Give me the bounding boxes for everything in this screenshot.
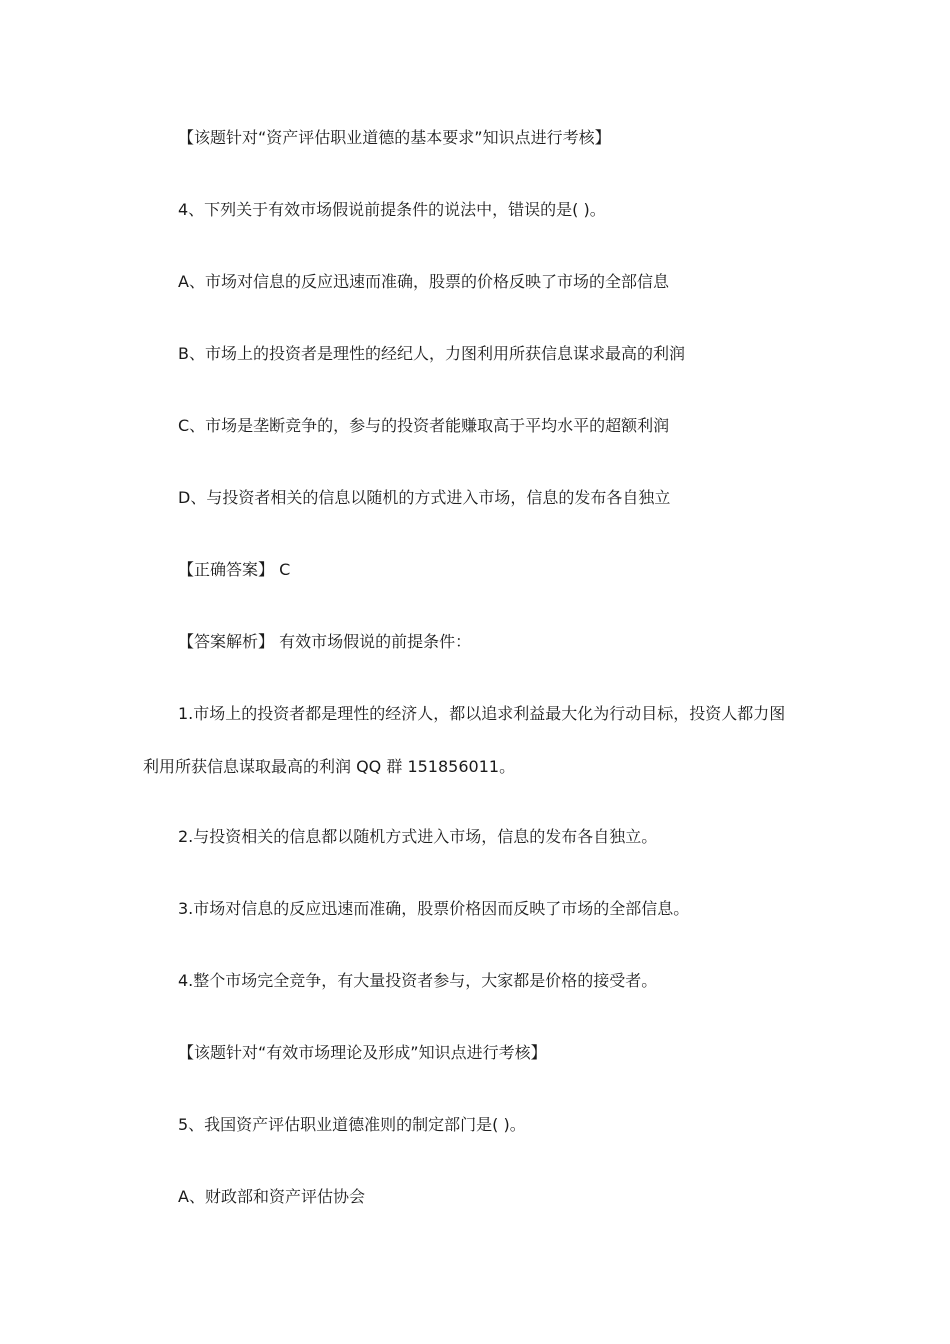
question-5-option-a: A、财政部和资产评估协会 (178, 1187, 365, 1206)
question-4-option-a: A、市场对信息的反应迅速而准确，股票的价格反映了市场的全部信息 (178, 272, 669, 291)
question-4-answer: 【正确答案】 C (178, 560, 291, 579)
topic-note: 【该题针对“资产评估职业道德的基本要求”知识点进行考核】 (178, 128, 611, 147)
question-4-option-b: B、市场上的投资者是理性的经纪人，力图利用所获信息谋求最高的利润 (178, 344, 685, 363)
analysis-point-1-continued: 利用所获信息谋取最高的利润 QQ 群 151856011。 (143, 757, 516, 776)
question-5-stem: 5、我国资产评估职业道德准则的制定部门是( )。 (178, 1115, 526, 1134)
analysis-point-4: 4.整个市场完全竞争，有大量投资者参与，大家都是价格的接受者。 (178, 971, 658, 990)
question-4-stem: 4、下列关于有效市场假说前提条件的说法中，错误的是( )。 (178, 200, 606, 219)
question-4-option-c: C、市场是垄断竞争的，参与的投资者能赚取高于平均水平的超额利润 (178, 416, 670, 435)
analysis-point-3: 3.市场对信息的反应迅速而准确，股票价格因而反映了市场的全部信息。 (178, 899, 690, 918)
question-4-analysis: 【答案解析】 有效市场假说的前提条件： (178, 632, 472, 651)
analysis-point-2: 2.与投资相关的信息都以随机方式进入市场，信息的发布各自独立。 (178, 827, 658, 846)
question-4-option-d: D、与投资者相关的信息以随机的方式进入市场，信息的发布各自独立 (178, 488, 671, 507)
topic-note: 【该题针对“有效市场理论及形成”知识点进行考核】 (178, 1043, 547, 1062)
analysis-point-1: 1.市场上的投资者都是理性的经济人，都以追求利益最大化为行动目标，投资人都力图 (178, 704, 786, 723)
